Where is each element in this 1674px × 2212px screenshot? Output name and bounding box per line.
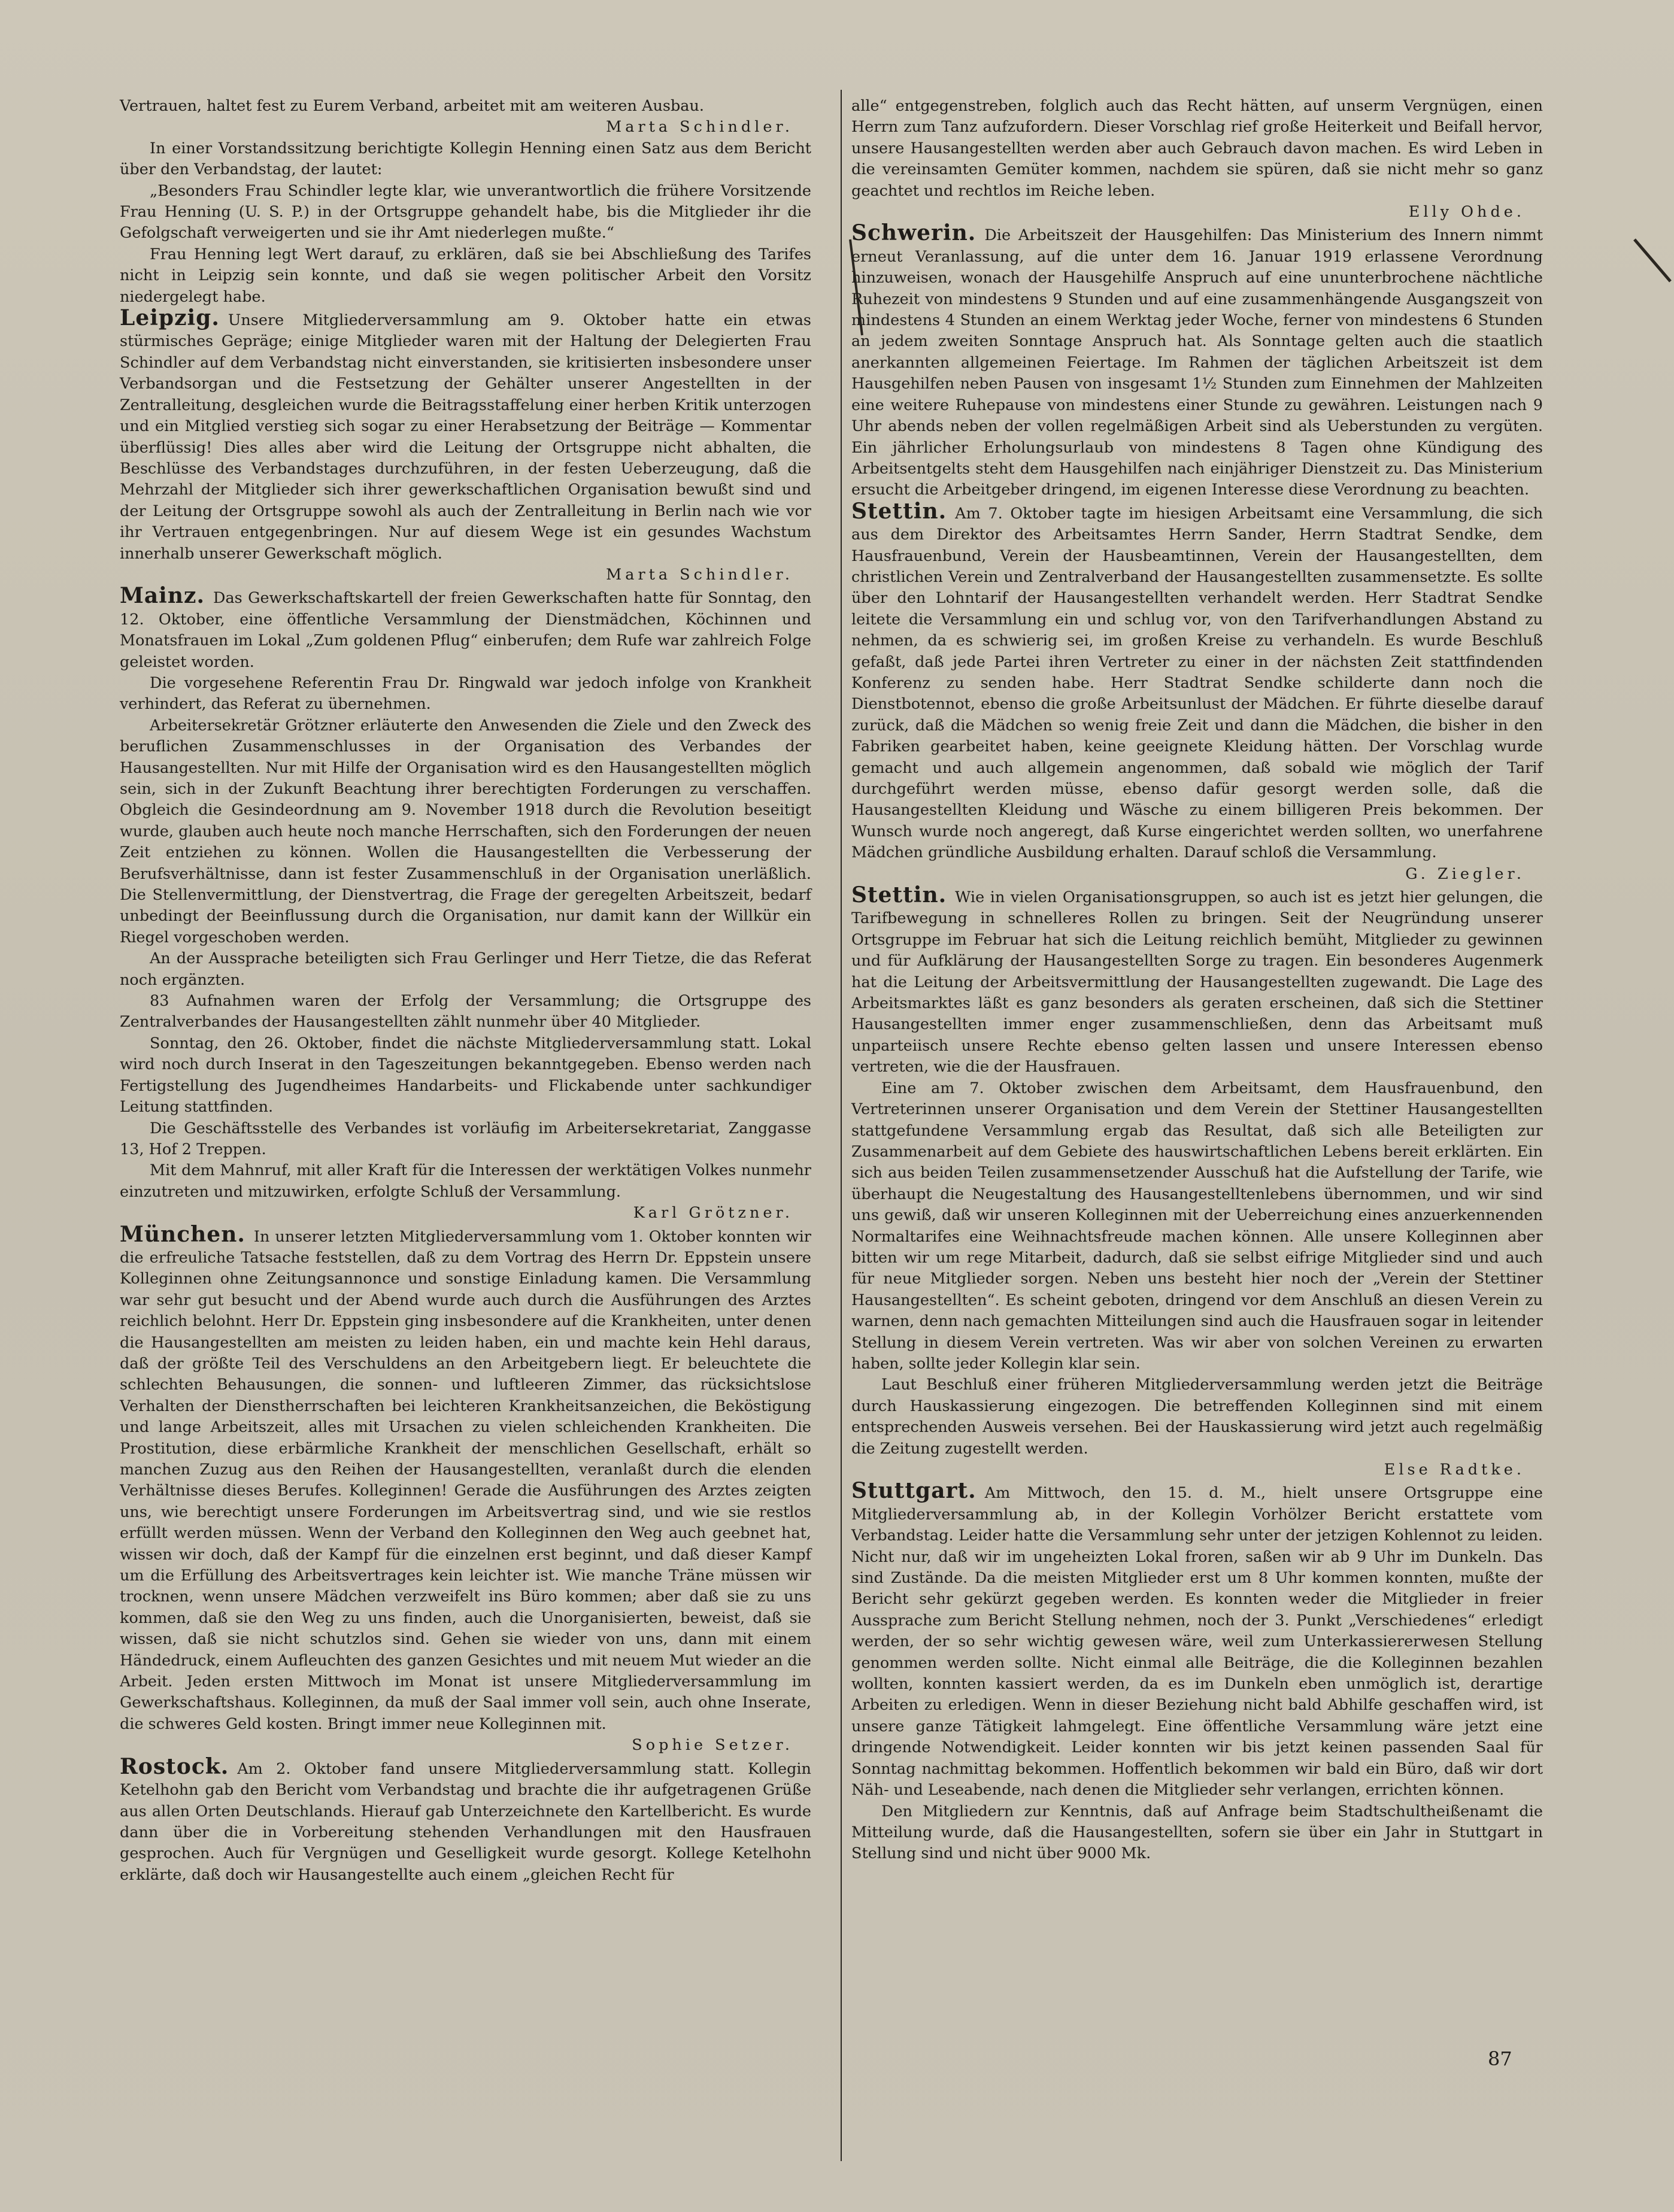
schwerin-section [851,220,1543,500]
rostock-section [120,1753,811,1886]
mainz-text: Das Gewerkschaftskartell der freien Gewerkschaften hatte für Sonntag, den 12. Oktober, eine öffentliche Versammlung der Dienstmädchen, Köchinnen und Monatsfrauen im Lokal „Zum goldenen Pflug“ einberufen; dem Rufe war zahlreich Folge geleistet worden. [120,589,811,671]
stettin-section-1 [851,498,1543,864]
section-heading-stettin: Stettin. [851,498,947,524]
signature: Sophie Setzer. [632,1736,793,1755]
rostock-text: Am 2. Oktober fand unsere Mitgliederversammlung statt. Kollegin Ketelhohn gab den Bericht vom Verbandstag und brachte die ihr aufgetragenen Grüße aus allen Orten Deutschlands. Hierauf gab Unterzeichnete den Kartellbericht. Es wurde dann über die in Vorbereitung stehenden Verhandlungen mit den Hausfrauen gesprochen. Auch für Vergnügen und Geselligkeit wurde gesorgt. Kollege Ketelhohn erklärte, daß doch wir Hausangestellte auch einem „gleichen Recht für [120,1759,811,1884]
signature: Marta Schindler. [606,118,793,136]
signature: G. Ziegler. [1405,864,1525,883]
paragraph: 83 Aufnahmen waren der Erfolg der Versammlung; die Ortsgruppe des Zentralverbandes der Hausangestellten zählt nunmehr über 40 Mitglieder. [120,992,811,1031]
paragraph: Frau Henning legt Wert darauf, zu erklären, daß sie bei Abschließung des Tarifes nicht in Leipzig sein konnte, und daß sie wegen politischer Arbeit den Vorsitz niedergelegt habe. [120,245,811,306]
paragraph: Sonntag, den 26. Oktober, findet die nächste Mitgliederversammlung statt. Lokal wird noch durch Inserat in den Tageszeitungen bekanntgegeben. Ebenso werden nach Fertigstellung des Jugendheimes Handarbeits- und Flickabende unter sachkundiger Leitung stattfinden. [120,1034,811,1116]
section-heading-rostock: Rostock. [120,1753,229,1779]
paragraph: Laut Beschluß einer früheren Mitgliederversammlung werden jetzt die Beiträge durch Hauskassierung eingezogen. Die betreffenden Kolleginnen sind mit einem entsprechenden Ausweis versehen. Bei der Hauskassierung wird jetzt auch regelmäßig die Zeitung zugestellt werden. [851,1376,1543,1458]
leipzig-text: Unsere Mitgliederversammlung am 9. Oktober hatte ein etwas stürmisches Gepräge; einige Mitglieder waren mit der Haltung der Delegierten Frau Schindler auf dem Verbandstag nicht einverstanden, sie kritisierten insbesondere unser Verbandsorgan und die Festsetzung der Gehälter unserer Angestellten in der Zentralleitung, desgleichen wurde die Beitragsstaffelung einer herben Kritik unterzogen und ein Mitglied verstieg sich sogar zu einer Herabsetzung der Beiträge — Kommentar überflüssig! Dies alles aber wird die Leitung der Ortsgruppe nicht abhalten, die Beschlüsse des Verbandstages durchzuführen, in der festen Ueberzeugung, daß die Mehrzahl der Mitglieder sich ihrer gewerkschaftlichen Organisation bewußt sind und der Leitung der Ortsgruppe sowohl als auch der Zentralleitung in Berlin nach wie vor ihr Vertrauen entgegenbringen. Nur auf diesem Wege ist ein gesundes Wachstum innerhalb unserer Gewerkschaft möglich. [120,311,811,563]
signature: Elly Ohde. [1408,203,1525,221]
continued-text: alle“ entgegenstreben, folglich auch das Recht hätten, auf unserm Vergnügen, einen Herrn zum Tanz aufzufordern. Dieser Vorschlag rief große Heiterkeit und Beifall hervor, unsere Hausangestellten werden aber auch Gebrauch davon machen. Es wird Leben in die vereinsamten Gemüter kommen, nachdem sie spüren, daß sie nicht mehr so ganz geachtet und rechtlos im Reiche leben. [851,97,1543,200]
paragraph: Eine am 7. Oktober zwischen dem Arbeitsamt, dem Hausfrauenbund, den Vertreterinnen unserer Organisation und dem Verein der Stettiner Hausangestellten stattgefundene Versammlung ergab das Resultat, daß sich alle Beteiligten zur Zusammenarbeit auf dem Gebiete des hauswirtschaftlichen Lebens bereit erklärten. Ein sich aus beiden Teilen zusammensetzender Ausschuß hat die Aufstellung der Tarife, wie überhaupt die Neugestaltung des Hausangestelltenlebens übernommen, und wir sind uns gewiß, daß wir unseren Kolleginnen mit der Ueberreichung eines anzuerkennenden Normaltarifes eine Weihnachtsfreude machen können. Alle unsere Kolleginnen aber bitten wir um rege Mitarbeit, dadurch, daß sie selbst eifrige Mitglieder sind und auch für neue Mitglieder sorgen. Neben uns besteht hier noch der „Verein der Stettiner Hausangestellten“. Es scheint geboten, dringend vor dem Anschluß an diesen Verein zu warnen, denn nach gemachten Mitteilungen sind auch die Hausfrauen sogar in leitender Stellung in diesem Verein vertreten. Was wir aber von solchen Vereinen zu erwarten haben, sollte jeder Kollegin klar sein. [851,1079,1543,1373]
stettin-section-2 [851,882,1543,1078]
paragraph: An der Aussprache beteiligten sich Frau Gerlinger und Herr Tietze, die das Referat noch ergänzten. [120,949,811,989]
page-number: 87 [1488,2047,1512,2070]
stuttgart-text: Am Mittwoch, den 15. d. M., hielt unsere Ortsgruppe eine Mitgliederversammlung ab, in der Kollegin Vorhölzer Bericht erstattete vom Verbandstag. Leider hatte die Versammlung sehr unter der jetzigen Kohlennot zu leiden. Nicht nur, daß wir im ungeheizten Lokal froren, saßen wir ab 9 Uhr im Dunkeln. Das sind Zustände. Da die meisten Mitglieder erst um 8 Uhr kommen konnten, mußte der Bericht sehr gekürzt gegeben werden. Es konnten weder die Mitglieder in freier Aussprache zum Bericht Stellung nehmen, noch der 3. Punkt „Verschiedenes“ erledigt werden, der so sehr wichtig gewesen wäre, weil zum Unterkassiererwesen Stellung genommen werden sollte. Nicht einmal alle Beiträge, die die Kolleginnen bezahlen wollten, konnten kassiert werden, da es im Dunkeln eben unmöglich ist, derartige Arbeiten zu erledigen. Wenn in dieser Beziehung nicht bald Abhilfe geschaffen wird, ist unsere ganze Tätigkeit lahmgelegt. Eine öffentliche Versammlung wäre jetzt eine dringende Notwendigkeit. Leider konnten wir bis jetzt keinen passenden Saal für Sonntag nachmittag bekommen. Hoffentlich bekommen wir bald ein Büro, daß wir dort Näh- und Leseabende, nach denen die Mitglieder sehr verlangen, errichten können. [851,1484,1543,1800]
mainz-section [120,585,811,673]
section-heading-stuttgart: Stuttgart. [851,1478,976,1504]
column-divider [841,90,842,2161]
section-heading-schwerin: Schwerin. [851,220,976,246]
paragraph: In einer Vorstandssitzung berichtigte Kollegin Henning einen Satz aus dem Bericht über den Verbandstag, der lautet: [120,139,811,179]
section-heading-muenchen: München. [120,1221,245,1247]
muenchen-section [120,1221,811,1735]
muenchen-text: In unserer letzten Mitgliederversammlung vom 1. Oktober konnten wir die erfreuliche Tatsache feststellen, daß zu dem Vortrag des Herrn Dr. Eppstein unsere Kolleginnen ohne Zeitungsannonce und sonstige Einladung kamen. Die Versammlung war sehr gut besucht und der Abend wurde auch durch die Ausführungen des Arztes reichlich belohnt. Herr Dr. Eppstein ging insbesondere auf die Krankheiten, unter denen die Hausangestellten am meisten zu leiden haben, ein und machte kein Hehl daraus, daß der größte Teil des Verschuldens an den Arbeitgebern liegt. Er beleuchtete die schlechten Behausungen, die sonnen- und luftleeren Zimmer, das rücksichtslose Verhalten der Dienstherrschaften bei leichteren Krankheitsanzeichen, die Beköstigung und lange Arbeitszeit, alles mit Ursachen zu vielen schleichenden Krankheiten. Die Prostitution, diese erbärmliche Krankheit der menschlichen Gesellschaft, erhält so manchen Zuzug aus den Reihen der Hausangestellten, veranlaßt durch die elenden Verhältnisse dieses Berufes. Kolleginnen! Gerade die Ausführungen des Arztes zeigten uns, wie berechtigt unsere Forderungen im Arbeitsvertrag sind, und wie sie restlos erfüllt werden müssen. Wenn der Verband den Kolleginnen den Weg auch geebnet hat, wissen wir doch, daß der Kampf für die einzelnen erst beginnt, und daß dieser Kampf um die Erfüllung des Arbeitsvertrages kein leichter ist. Wie manche Träne müssen wir trocknen, wenn unsere Mädchen verzweifelt ins Büro kommen; aber daß sie zu uns kommen, daß sie den Weg zu uns finden, auch die Unorganisierten, beweist, daß sie wissen, daß sie nicht schutzlos sind. Gehen sie wieder von uns, dann mit einem Händedruck, einem Aufleuchten des ganzen Gesichtes und mit neuem Mut wieder an die Arbeit. Jeden ersten Mittwoch im Monat ist unsere Mitgliederversammlung im Gewerkschaftshaus. Kolleginnen, da muß der Saal immer voll sein, auch ohne Inserate, die schweres Geld kosten. Bringt immer neue Kolleginnen mit. [120,1227,811,1733]
paragraph: Die vorgesehene Referentin Frau Dr. Ringwald war jedoch infolge von Krankheit verhindert, das Referat zu übernehmen. [120,673,811,714]
left-column [120,96,811,1886]
stuttgart-section [851,1480,1543,1801]
paragraph: Den Mitgliedern zur Kenntnis, daß auf Anfrage beim Stadtschultheißenamt die Mitteilung wurde, daß die Hausangestellten, sofern sie über ein Jahr in Stuttgart in Stellung sind und nicht über 9000 Mk. [851,1802,1543,1863]
paragraph: Mit dem Mahnruf, mit aller Kraft für die Interessen der werktätigen Volkes nunmehr einzutreten und mitzuwirken, erfolgte Schluß der Versammlung. [120,1161,811,1201]
signature: Marta Schindler. [606,565,793,584]
section-heading-leipzig: Leipzig. [120,305,220,331]
signature: Else Radtke. [1384,1461,1525,1479]
paragraph: Arbeitersekretär Grötzner erläuterte den Anwesenden die Ziele und den Zweck des beruflichen Zusammenschlusses in der Organisation des Verbandes der Hausangestellten. Nur mit Hilfe der Organisation wird es den Hausangestellten möglich sein, sich in der Zukunft Beachtung ihrer berechtigten Forderungen zu verschaffen. Obgleich die Gesindeordnung am 9. November 1918 durch die Revolution beseitigt wurde, glauben auch heute noch manche Herrschaften, sich den Forderungen der neuen Zeit entziehen zu können. Wollen die Hausangestellten die Verbesserung der Berufsverhältnisse, dann ist fester Zusammenschluß in der Organisation unerläßlich. Die Stellenvermittlung, der Dienstvertrag, die Frage der geregelten Arbeitszeit, bedarf unbedingt der Beeinflussung durch die Organisation, nur damit kann der Willkür ein Riegel vorgeschoben werden. [120,716,811,946]
section-heading-stettin: Stettin. [851,882,947,908]
section-heading-mainz: Mainz. [120,583,205,609]
schwerin-text: Die Arbeitszeit der Hausgehilfen: Das Ministerium des Innern nimmt erneut Veranlassung, auf die unter dem 16. Januar 1919 erlassene Verordnung hinzuweisen, wonach der Hausgehilfe Anspruch auf eine ununterbrochene nächtliche Ruhezeit von mindestens 9 Stunden und auf eine zusammenhängende Ausgangszeit von mindestens 4 Stunden an einem Werktag jeder Woche, ferner von mindestens 6 Stunden an jedem zweiten Sonntage Anspruch hat. Als Sonntage gelten auch die staatlich anerkannten allgemeinen Feiertage. Im Rahmen der täglichen Arbeitszeit ist dem Hausgehilfen neben Pausen von insgesamt 1½ Stunden zum Einnehmen der Mahlzeiten eine weitere Ruhepause von mindestens einer Stunde zu gewähren. Leistungen nach 9 Uhr abends neben der vollen regelmäßigen Arbeit sind als Ueberstunden zu vergüten. Ein jährlicher Erholungsurlaub von mindestens 8 Tagen ohne Kündigung des Arbeitsentgelts steht dem Hausgehilfen nach einjähriger Dienstzeit zu. Das Ministerium ersucht die Arbeitgeber dringend, im eigenen Interesse diese Verordnung zu beachten. [851,226,1543,499]
right-column [851,96,1543,1865]
stettin-text: Am 7. Oktober tagte im hiesigen Arbeitsamt eine Versammlung, die sich aus dem Direktor des Arbeitsamtes Herrn Sander, Herrn Stadtrat Sendke, dem Hausfrauenbund, Verein der Hausbeamtinnen, Verein der Hausangestellten, dem christlichen Verein und Zentralverband der Hausangestellten zusammensetzte. Es sollte über den Lohntarif der Hausangestellten verhandelt werden. Herr Stadtrat Sendke leitete die Versammlung ein und schlug vor, von den Tarifverhandlungen Abstand zu nehmen, da es schwierig sei, im großen Kreise zu verhandeln. Es wurde Beschluß gefaßt, daß jede Partei ihren Vertreter zu einer in der nächsten Zeit stattfindenden Konferenz zu senden habe. Herr Stadtrat Sendke schilderte dann noch die Dienstbotennot, ebenso die große Arbeitsunlust der Mädchen. Er führte dieselbe darauf zurück, daß die Mädchen so wenig freie Zeit und dann die Mädchen, die bisher in den Fabriken gearbeitet haben, keine geeignete Kleidung hätten. Der Vorschlag wurde gemacht und auch allgemein angenommen, daß sobald wie möglich der Tarif durchgeführt werden müsse, ebenso dafür gesorgt werden solle, daß die Hausangestellten Kleidung und Wäsche zu einem billigeren Preis bekommen. Der Wunsch wurde noch angeregt, daß Kurse eingerichtet werden sollten, wo unerfahrene Mädchen gründliche Ausbildung erhalten. Darauf schloß die Versammlung. [851,504,1543,862]
intro-text: Vertrauen, haltet fest zu Eurem Verband, arbeitet mit am weiteren Ausbau. [120,97,705,115]
paragraph: Die Geschäftsstelle des Verbandes ist vorläufig im Arbeitersekretariat, Zanggasse 13, Hof 2 Treppen. [120,1119,811,1158]
signature: Karl Grötzner. [633,1204,793,1222]
leipzig-section [120,305,811,565]
stettin-text: Wie in vielen Organisationsgruppen, so auch ist es jetzt hier gelungen, die Tarifbewegung in schnelleres Rollen zu bringen. Seit der Neugründung unserer Ortsgruppe im Februar hat sich die Leitung reichlich bemüht, Mitglieder zu gewinnen und für Aufklärung der Hausangestellten Sorge zu tragen. Ein besonderes Augenmerk hat die Leitung der Arbeitsvermittlung der Hausangestellten zugewandt. Die Lage des Arbeitsmarktes läßt es ganz besonders als geraten erscheinen, daß sich die Stettiner Hausangestellten immer enger zusammenschließen, denn das Arbeitsamt muß unparteiisch unsere Rechte ebenso gelten lassen und unsere Interessen ebenso vertreten, wie die der Hausfrauen. [851,888,1543,1076]
quote-paragraph: „Besonders Frau Schindler legte klar, wie unverantwortlich die frühere Vorsitzende Frau Henning (U. S. P.) in der Ortsgruppe gehandelt habe, bis die Mitglieder ihr die Gefolgschaft verweigerten und sie ihr Amt niederlegen mußte.“ [120,181,811,242]
